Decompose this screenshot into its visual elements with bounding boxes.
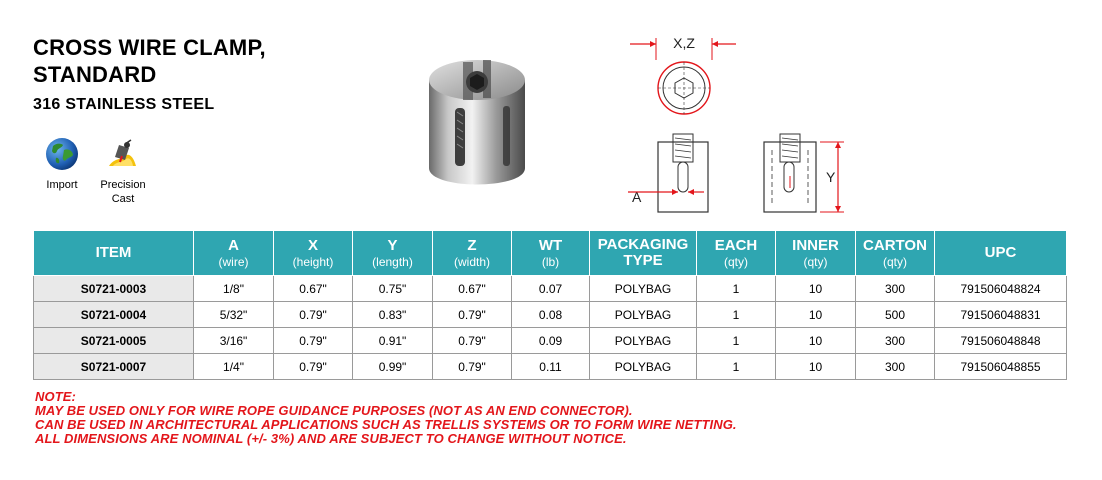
- item-number-cell: S0721-0004: [34, 302, 194, 328]
- table-cell: 300: [856, 328, 935, 354]
- product-title-line1: CROSS WIRE CLAMP,: [33, 35, 266, 60]
- table-cell: 0.07: [512, 276, 590, 302]
- dimension-diagram: [618, 30, 848, 220]
- product-title: [33, 34, 266, 88]
- table-cell: POLYBAG: [590, 276, 697, 302]
- column-header-y: Y (length): [353, 231, 433, 276]
- column-header-z: Z (width): [433, 231, 512, 276]
- notes-block: [35, 390, 737, 446]
- product-photo: [423, 50, 531, 196]
- table-cell: 10: [776, 328, 856, 354]
- table-cell: 10: [776, 276, 856, 302]
- table-cell: 0.75": [353, 276, 433, 302]
- note-line: ALL DIMENSIONS ARE NOMINAL (+/- 3%) AND ARE SUBJECT TO CHANGE WITHOUT NOTICE.: [35, 431, 627, 446]
- table-header-row: [34, 231, 1067, 276]
- side-view-a: [628, 134, 708, 212]
- table-row: [34, 302, 1067, 328]
- column-header-x: X (height): [274, 231, 353, 276]
- precision-label-line2: Cast: [111, 193, 135, 205]
- material-subtitle: 316 STAINLESS STEEL: [33, 96, 215, 113]
- column-header-each: EACH (qty): [697, 231, 776, 276]
- table-cell: 791506048855: [935, 354, 1067, 380]
- table-cell: 0.91": [353, 328, 433, 354]
- table-cell: 1: [697, 328, 776, 354]
- import-badge: [27, 136, 97, 192]
- table-cell: 791506048824: [935, 276, 1067, 302]
- table-row: [34, 354, 1067, 380]
- item-number-cell: S0721-0007: [34, 354, 194, 380]
- table-cell: 1: [697, 354, 776, 380]
- table-cell: 0.08: [512, 302, 590, 328]
- table-cell: 3/16": [194, 328, 274, 354]
- a-dimension-label: A: [632, 189, 642, 205]
- precision-cast-icon: [105, 136, 141, 172]
- table-cell: 0.79": [274, 302, 353, 328]
- table-cell: 500: [856, 302, 935, 328]
- note-line: CAN BE USED IN ARCHITECTURAL APPLICATIONS SUCH AS TRELLIS SYSTEMS OR TO FORM WIRE NETTING.: [35, 417, 737, 432]
- notes-heading: NOTE:: [35, 389, 76, 404]
- column-header-carton: CARTON (qty): [856, 231, 935, 276]
- column-header-inner: INNER (qty): [776, 231, 856, 276]
- table-cell: 5/32": [194, 302, 274, 328]
- table-cell: 0.79": [433, 354, 512, 380]
- precision-label-line1: Precision: [100, 179, 146, 191]
- note-line: MAY BE USED ONLY FOR WIRE ROPE GUIDANCE PURPOSES (NOT AS AN END CONNECTOR).: [35, 403, 633, 418]
- table-cell: 300: [856, 276, 935, 302]
- column-header-upc: UPC: [935, 231, 1067, 276]
- column-header-wt: WT (lb): [512, 231, 590, 276]
- item-number-cell: S0721-0003: [34, 276, 194, 302]
- top-view: [630, 35, 736, 114]
- column-header-packaging-type: PACKAGING TYPE: [590, 231, 697, 276]
- y-dimension-label: Y: [826, 169, 836, 185]
- table-cell: 0.79": [433, 302, 512, 328]
- table-cell: 0.09: [512, 328, 590, 354]
- globe-icon: [44, 136, 80, 172]
- table-cell: 791506048831: [935, 302, 1067, 328]
- table-cell: 0.67": [274, 276, 353, 302]
- table-cell: 1/4": [194, 354, 274, 380]
- side-view-y: [764, 134, 844, 212]
- table-cell: POLYBAG: [590, 302, 697, 328]
- table-cell: POLYBAG: [590, 328, 697, 354]
- table-cell: 1: [697, 276, 776, 302]
- column-header-a: A (wire): [194, 231, 274, 276]
- table-cell: 791506048848: [935, 328, 1067, 354]
- table-cell: POLYBAG: [590, 354, 697, 380]
- precision-cast-badge: [88, 136, 158, 206]
- table-cell: 10: [776, 302, 856, 328]
- spec-table: [33, 230, 1067, 380]
- table-cell: 1: [697, 302, 776, 328]
- table-row: [34, 328, 1067, 354]
- table-cell: 0.79": [274, 328, 353, 354]
- table-cell: 0.67": [433, 276, 512, 302]
- product-title-line2: STANDARD: [33, 62, 157, 87]
- table-cell: 0.83": [353, 302, 433, 328]
- table-cell: 300: [856, 354, 935, 380]
- table-cell: 0.79": [433, 328, 512, 354]
- table-cell: 0.79": [274, 354, 353, 380]
- column-header-item: ITEM: [34, 231, 194, 276]
- table-cell: 10: [776, 354, 856, 380]
- table-cell: 0.99": [353, 354, 433, 380]
- item-number-cell: S0721-0005: [34, 328, 194, 354]
- table-cell: 0.11: [512, 354, 590, 380]
- xz-dimension-label: X,Z: [673, 35, 695, 51]
- table-cell: 1/8": [194, 276, 274, 302]
- import-label: Import: [46, 179, 78, 191]
- table-row: [34, 276, 1067, 302]
